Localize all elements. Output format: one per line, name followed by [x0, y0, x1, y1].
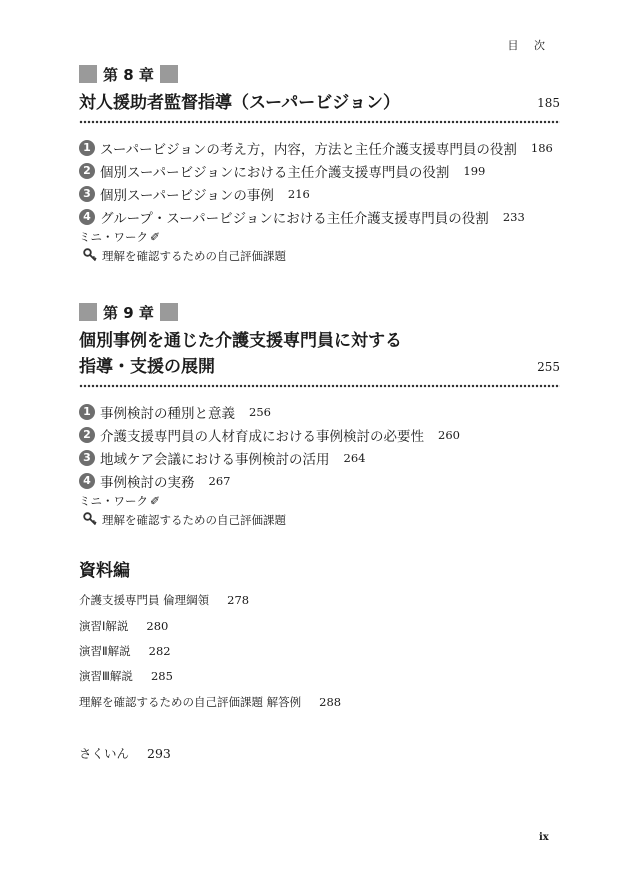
appendix-item-page: 278	[227, 593, 250, 607]
mini-work-label: ミニ・ワーク	[79, 230, 148, 244]
section-title: 介護支援専門員の人材育成における事例検討の必要性	[100, 428, 424, 445]
section-number: 4	[79, 209, 95, 225]
chapter-label	[79, 64, 560, 84]
appendix-item-title: 理解を確認するための自己評価課題 解答例	[79, 695, 302, 709]
section-list	[79, 400, 560, 530]
section-title: スーパービジョンの考え方，内容，方法と主任介護支援専門員の役割	[100, 141, 517, 158]
chapter-page: 185	[537, 96, 560, 110]
appendix-item-title: 演習Ⅱ解説	[79, 644, 131, 658]
appendix-item[interactable]	[79, 592, 249, 608]
section-item[interactable]	[79, 423, 560, 446]
section-item[interactable]	[79, 400, 560, 423]
appendix-item-title: 演習Ⅰ解説	[79, 619, 129, 633]
appendix-item-page: 280	[146, 619, 169, 633]
chapter-title	[79, 328, 560, 380]
section-title: 個別スーパービジョンにおける主任介護支援専門員の役割	[100, 164, 450, 181]
appendix-item[interactable]	[79, 694, 341, 710]
mini-work-label: ミニ・ワーク	[79, 494, 148, 508]
running-header: 目 次	[507, 39, 551, 52]
chapter-title-line: 対人援助者監督指導（スーパービジョン）	[79, 93, 400, 113]
appendix-item[interactable]	[79, 618, 168, 634]
chapter-9	[79, 302, 560, 530]
chapter-title	[79, 90, 560, 116]
section-title: グループ・スーパービジョンにおける主任介護支援専門員の役割	[100, 210, 489, 227]
section-number: 1	[79, 404, 95, 420]
chapter-page: 255	[537, 360, 560, 374]
section-list	[79, 136, 560, 266]
section-title: 個別スーパービジョンの事例	[100, 187, 274, 204]
section-number: 4	[79, 473, 95, 489]
self-review[interactable]	[79, 510, 560, 530]
self-review[interactable]	[79, 246, 560, 266]
section-title: 事例検討の実務	[100, 474, 195, 491]
appendix-item[interactable]	[79, 668, 173, 684]
chapter-label	[79, 302, 560, 322]
appendix-item-title: 演習Ⅲ解説	[79, 669, 133, 683]
appendix-item-page: 288	[319, 695, 342, 709]
chapter-box-right	[160, 65, 178, 83]
section-page: 267	[208, 473, 231, 488]
section-page: 260	[438, 427, 460, 442]
chapter-box-right	[160, 303, 178, 321]
section-page: 264	[343, 450, 366, 465]
dotted-rule	[79, 120, 560, 124]
index-entry-page: 293	[147, 746, 171, 761]
section-item[interactable]	[79, 205, 560, 228]
pencil-icon: ✐	[150, 494, 161, 508]
index-entry[interactable]	[79, 744, 171, 762]
key-icon	[83, 248, 99, 265]
section-title: 地域ケア会議における事例検討の活用	[100, 451, 330, 468]
section-number: 2	[79, 163, 95, 179]
section-page: 186	[530, 140, 553, 155]
section-item[interactable]	[79, 159, 560, 182]
section-title: 事例検討の種別と意義	[100, 405, 235, 422]
chapter-box-left	[79, 65, 97, 83]
page-folio: ix	[539, 832, 549, 843]
section-item[interactable]	[79, 469, 560, 492]
chapter-label-text: 第 8 章	[103, 65, 154, 84]
section-number: 2	[79, 427, 95, 443]
section-item[interactable]	[79, 182, 560, 205]
appendix-title: 資料編	[79, 561, 130, 581]
self-review-label: 理解を確認するための自己評価課題	[102, 513, 286, 527]
chapter-8	[79, 64, 560, 266]
section-number: 1	[79, 140, 95, 156]
appendix-item-page: 285	[150, 669, 173, 683]
key-icon	[83, 512, 99, 529]
mini-work[interactable]	[79, 228, 560, 246]
mini-work[interactable]	[79, 492, 560, 510]
chapter-title-line: 指導・支援の展開	[79, 357, 215, 377]
chapter-label-text: 第 9 章	[103, 303, 154, 322]
section-page: 233	[502, 209, 525, 224]
appendix-item-title: 介護支援専門員 倫理綱領	[79, 593, 210, 607]
appendix-item-page: 282	[148, 644, 171, 658]
section-item[interactable]	[79, 446, 560, 469]
dotted-rule	[79, 384, 560, 388]
index-entry-title: さくいん	[79, 746, 130, 761]
section-number: 3	[79, 450, 95, 466]
section-page: 199	[463, 163, 486, 178]
section-number: 3	[79, 186, 95, 202]
self-review-label: 理解を確認するための自己評価課題	[102, 249, 286, 263]
section-page: 256	[249, 404, 271, 419]
section-page: 216	[287, 186, 310, 201]
section-item[interactable]	[79, 136, 560, 159]
appendix-item[interactable]	[79, 643, 171, 659]
pencil-icon: ✐	[150, 230, 161, 244]
chapter-box-left	[79, 303, 97, 321]
chapter-title-line: 個別事例を通じた介護支援専門員に対する	[79, 331, 402, 351]
